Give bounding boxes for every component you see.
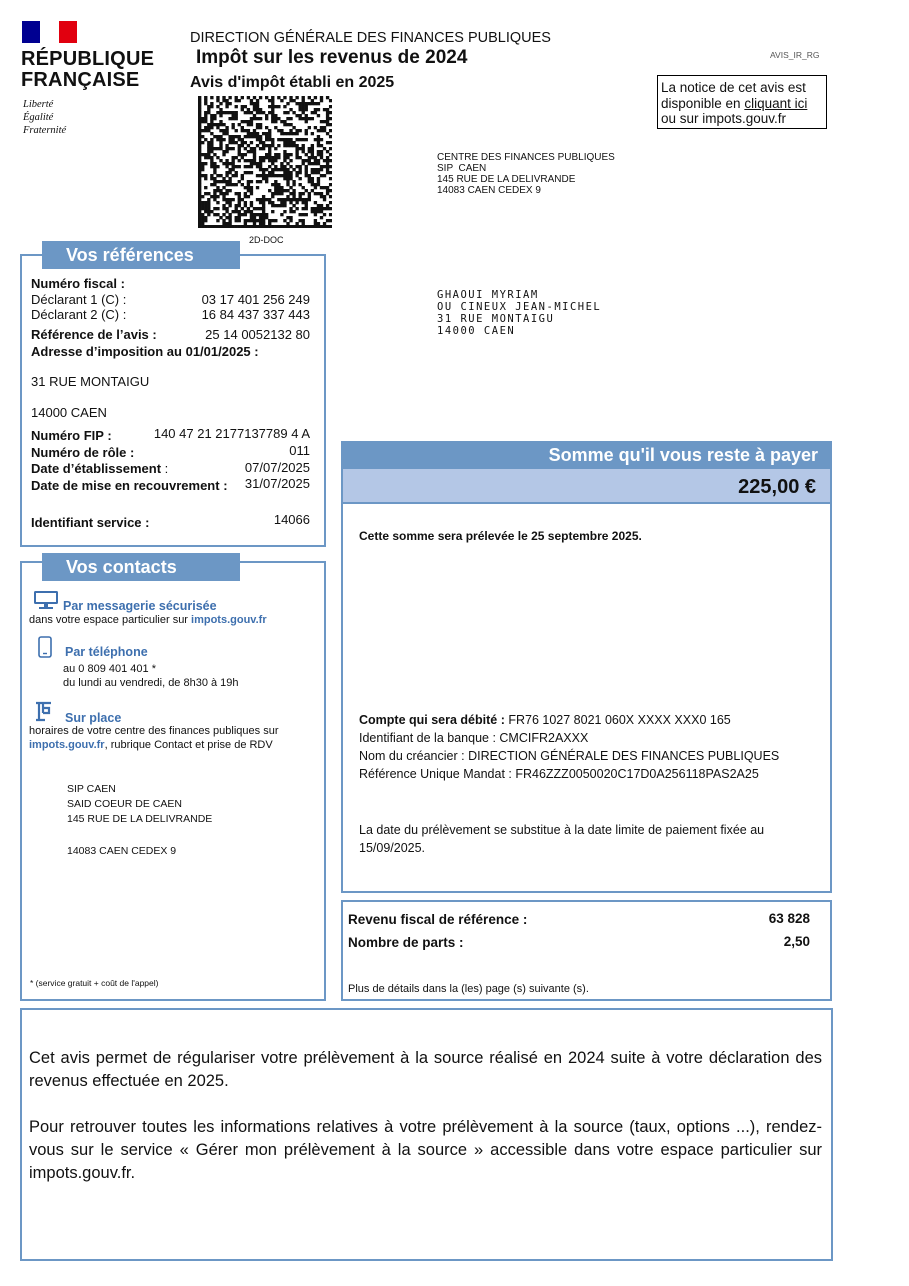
- establishment-date-text: Date d’établissement: [31, 461, 162, 476]
- office-city: 14083 CAEN CEDEX 9: [67, 845, 177, 857]
- page-title: Impôt sur les revenus de 2024: [196, 47, 468, 68]
- 2d-doc-barcode: [198, 96, 332, 228]
- tax-address-label: Adresse d’imposition au 01/01/2025 :: [31, 344, 259, 359]
- on-site-desc: , rubrique Contact et prise de RDV: [104, 739, 273, 751]
- phone-hours: du lundi au vendredi, de 8h30 à 19h: [63, 677, 239, 689]
- contacts-footnote: * (service gratuit + coût de l'appel): [30, 978, 159, 988]
- logo-line-1: RÉPUBLIQUE: [21, 48, 155, 70]
- document-code: AVIS_IR_RG: [770, 50, 820, 60]
- on-site-text-2: [29, 739, 273, 751]
- notice-text: disponible en: [661, 95, 745, 111]
- fiscal-number-label: Numéro fiscal :: [31, 276, 125, 291]
- recipient-line: 14000 CAEN: [437, 325, 516, 337]
- debit-account-label: Compte qui sera débité :: [359, 713, 509, 727]
- office-address: [67, 782, 212, 827]
- service-id-label: Identifiant service :: [31, 515, 150, 530]
- references-tab: Vos références: [42, 241, 240, 269]
- secure-messaging-link[interactable]: impots.gouv.fr: [191, 614, 267, 626]
- recipient-address: [437, 289, 601, 337]
- declarant1-label: Déclarant 1 (C) :: [31, 292, 127, 307]
- secure-messaging-desc: dans votre espace particulier sur: [29, 614, 192, 626]
- on-site-link[interactable]: impots.gouv.fr: [29, 739, 105, 751]
- debit-account: [359, 713, 731, 727]
- org-name: DIRECTION GÉNÉRALE DES FINANCES PUBLIQUES: [190, 30, 551, 46]
- rfr-value: 63 828: [768, 911, 810, 926]
- motto-3: Fraternité: [23, 125, 67, 136]
- secure-messaging-text: [29, 614, 267, 626]
- fip-value: 140 47 21 2177137789 4 A: [153, 426, 310, 441]
- rfr-label: Revenu fiscal de référence :: [348, 912, 528, 927]
- debit-note-2: 15/09/2025.: [359, 841, 426, 855]
- notice-box: [657, 75, 827, 129]
- secure-messaging-title: Par messagerie sécurisée: [63, 599, 217, 613]
- tax-center-line: 145 RUE DE LA DELIVRANDE: [437, 174, 576, 185]
- debit-date-text: Cette somme sera prélevée le 25 septembre 2025.: [359, 529, 642, 543]
- notice-line-2: [661, 96, 826, 112]
- notice-ref-label: Référence de l’avis :: [31, 327, 157, 342]
- office-line: 145 RUE DE LA DELIVRANDE: [67, 813, 213, 825]
- creditor-name: Nom du créancier : DIRECTION GÉNÉRALE DES FINANCES PUBLIQUES: [359, 749, 780, 763]
- on-site-title: Sur place: [65, 711, 122, 725]
- tax-center-address: [437, 152, 615, 196]
- payment-heading: Somme qu'il vous reste à payer: [341, 441, 832, 469]
- phone-number: au 0 809 401 401 *: [63, 663, 156, 675]
- republique-francaise-logo: [21, 49, 154, 91]
- bank-id: Identifiant de la banque : CMCIFR2AXXX: [359, 731, 589, 745]
- notice-link[interactable]: cliquant ici: [744, 95, 808, 111]
- phone-icon: [38, 636, 52, 658]
- declarant2-label: Déclarant 2 (C) :: [31, 307, 127, 322]
- notice-ref-value: 25 14 0052132 80: [205, 327, 310, 342]
- parts-label: Nombre de parts :: [348, 935, 464, 950]
- info-paragraph-1: Cet avis permet de régulariser votre prélèvement à la source réalisé en 2024 suite à votre déclaration des revenus effectuée en 2025.: [29, 1049, 822, 1090]
- parts-value: 2,50: [783, 934, 810, 949]
- office-line: SIP CAEN: [67, 783, 116, 795]
- info-paragraph-2: Pour retrouver toutes les informations relatives à votre prélèvement à la source (taux, options ...), rendez-vous sur le service « Gérer mon prélèvement à la source » accessible dans votre espace particulier sur impots.gouv.fr.: [29, 1118, 822, 1182]
- computer-icon: [33, 590, 59, 610]
- marianne-flag-logo: [22, 21, 77, 43]
- tax-address-line2: 14000 CAEN: [31, 405, 107, 420]
- role-value: 011: [289, 443, 310, 458]
- payment-amount: 225,00 €: [341, 469, 832, 503]
- 2d-doc-label: 2D-DOC: [249, 235, 284, 245]
- recipient-line: 31 RUE MONTAIGU: [437, 313, 555, 325]
- tax-center-line: CENTRE DES FINANCES PUBLIQUES: [437, 152, 615, 163]
- recipient-line: OU CINEUX JEAN-MICHEL: [437, 301, 602, 313]
- notice-line-3: ou sur impots.gouv.fr: [661, 111, 787, 126]
- fip-label: Numéro FIP :: [31, 428, 112, 443]
- motto: [23, 98, 66, 137]
- office-icon: [33, 700, 55, 722]
- phone-title: Par téléphone: [65, 645, 148, 659]
- motto-2: Égalité: [23, 112, 54, 123]
- office-line: SAID COEUR DE CAEN: [67, 798, 182, 810]
- page-subtitle: Avis d'impôt établi en 2025: [190, 74, 395, 91]
- establishment-date-label: [31, 461, 168, 476]
- debit-note-1: La date du prélèvement se substitue à la date limite de paiement fixée au: [359, 823, 765, 837]
- tax-center-line: SIP CAEN: [437, 163, 487, 174]
- contacts-box: [20, 561, 326, 1001]
- collection-date-value: 31/07/2025: [244, 476, 310, 491]
- tax-address-line1: 31 RUE MONTAIGU: [31, 374, 150, 389]
- establishment-date-value: 07/07/2025: [244, 460, 310, 475]
- logo-line-2: FRANÇAISE: [21, 69, 140, 91]
- recipient-line: GHAOUI MYRIAM: [437, 289, 539, 301]
- on-site-text-1: horaires de votre centre des finances publiques sur: [29, 725, 279, 737]
- notice-line-1: La notice de cet avis est: [661, 80, 806, 95]
- motto-1: Liberté: [23, 99, 54, 110]
- declarant2-value: 16 84 437 337 443: [201, 307, 310, 322]
- tax-center-line: 14083 CAEN CEDEX 9: [437, 185, 541, 196]
- role-label: Numéro de rôle :: [31, 445, 135, 460]
- establishment-date-colon: :: [161, 461, 169, 476]
- debit-account-value: FR76 1027 8021 060X XXXX XXX0 165: [508, 713, 731, 727]
- service-id-value: 14066: [273, 512, 310, 527]
- contacts-tab: Vos contacts: [42, 553, 240, 581]
- declarant1-value: 03 17 401 256 249: [201, 292, 310, 307]
- collection-date-label: Date de mise en recouvrement :: [31, 478, 228, 493]
- mandate-ref: Référence Unique Mandat : FR46ZZZ0050020C17D0A256118PAS2A25: [359, 767, 759, 781]
- details-note: Plus de détails dans la (les) page (s) suivante (s).: [348, 983, 589, 995]
